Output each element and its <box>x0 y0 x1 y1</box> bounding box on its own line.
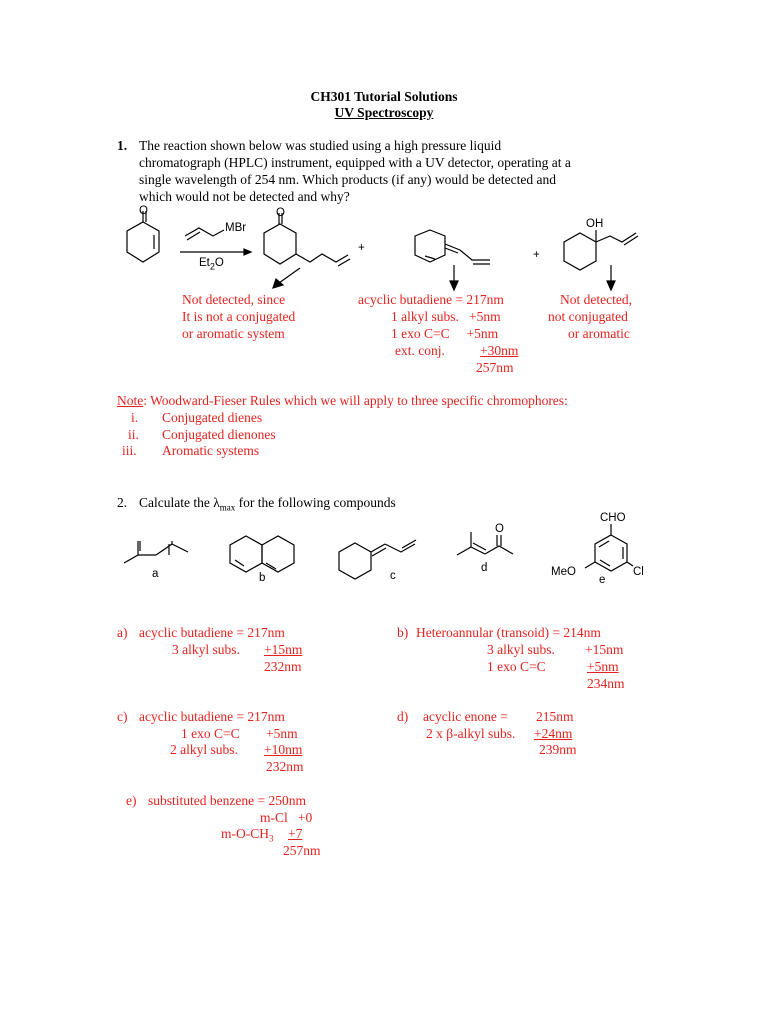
answer-b-label: b) <box>397 625 409 640</box>
answer-c-line: 2 alkyl subs. <box>170 742 238 757</box>
q1-line: single wavelength of 254 nm. Which products (if any) would be detected and <box>139 172 557 187</box>
answer2-line: 1 exo C=C +5nm <box>391 326 499 341</box>
answer-a-total: 232nm <box>264 659 302 674</box>
answer-a-line: 3 alkyl subs. <box>172 642 240 657</box>
carbonyl-label: O <box>276 207 285 219</box>
q1-line: which would not be detected and why? <box>139 189 350 204</box>
compound-b <box>230 536 294 572</box>
answer-e-line: $m-O-CH_3$ <box>221 826 274 844</box>
solvent-label: $Et_2O$ <box>199 257 224 272</box>
answer-b-line: +5nm <box>587 659 619 674</box>
answer-e-label: e) <box>126 793 137 808</box>
compound-c <box>339 543 371 579</box>
cl-label: Cl <box>633 566 644 578</box>
answer1-line: or aromatic system <box>182 326 285 341</box>
page-subtitle: UV Spectroscopy <box>334 105 434 120</box>
note-heading: Note: Woodward-Fieser Rules which we will apply to three specific chromophores: <box>117 393 568 408</box>
note-item-num: i. <box>131 410 139 425</box>
mbr-label: MBr <box>225 222 247 234</box>
answer-d-line: 2 x β-alkyl subs. <box>426 726 516 741</box>
answer2-line: 1 alkyl subs. +5nm <box>391 309 501 324</box>
answer-b-total: 234nm <box>587 676 625 691</box>
answer-d-line: 215nm <box>536 709 574 724</box>
answer2-line: ext. conj. <box>395 343 445 358</box>
answer-c-line: acyclic butadiene = 217nm <box>139 709 285 724</box>
compound-label-b: b <box>259 572 266 584</box>
q1-line: The reaction shown below was studied using a high pressure liquid <box>139 138 502 153</box>
answer-c-total: 232nm <box>266 759 304 774</box>
q1-number: 1. <box>117 138 128 153</box>
answer-c-line: +10nm <box>264 742 303 757</box>
answer-c-label: c) <box>117 709 128 724</box>
answer-b-line: +15nm <box>585 642 624 657</box>
answer-d-label: d) <box>397 709 409 724</box>
q1-line: chromatograph (HPLC) instrument, equipped with a UV detector, operating at a <box>139 155 571 170</box>
compound-label-a: a <box>152 568 159 580</box>
answer2-total: 257nm <box>476 360 514 375</box>
answer-e-line: substituted benzene = 250nm <box>148 793 306 808</box>
plus-sign: + <box>533 249 540 261</box>
answer-e-line: m-Cl +0 <box>260 810 313 825</box>
answer-a-label: a) <box>117 625 128 640</box>
carbonyl-label: O <box>495 523 504 535</box>
answer-a-line: +15nm <box>264 642 303 657</box>
answer-b-line: Heteroannular (transoid) = 214nm <box>416 625 601 640</box>
answer3-line: or aromatic <box>568 326 630 341</box>
answer-d-line: acyclic enone = <box>423 709 508 724</box>
answer2-line: acyclic butadiene = 217nm <box>358 292 504 307</box>
note-item-text: Conjugated dienones <box>162 427 276 442</box>
answer-b-line: 3 alkyl subs. <box>487 642 555 657</box>
hydroxyl-label: OH <box>586 218 604 230</box>
note-item-text: Conjugated dienes <box>162 410 263 425</box>
q2-prompt: Calculate the $\lambda_{max}$ for the following compounds <box>139 495 396 513</box>
answer-c-line: +5nm <box>266 726 298 741</box>
answer-c-line: 1 exo C=C <box>181 726 240 741</box>
answer1-line: It is not a conjugated <box>182 309 296 324</box>
answer3-line: not conjugated <box>548 309 628 324</box>
answer-b-line: 1 exo C=C <box>487 659 546 674</box>
answer1-line: Not detected, since <box>182 292 286 307</box>
answer2-line: +30nm <box>480 343 519 358</box>
compound-a <box>124 541 138 563</box>
answer3-line: Not detected, <box>560 292 632 307</box>
cho-label: CHO <box>600 512 626 524</box>
answer-e-total: 257nm <box>283 843 321 858</box>
note-item-text: Aromatic systems <box>162 443 260 458</box>
compound-label-d: d <box>481 562 488 574</box>
answer-d-total: 239nm <box>539 742 577 757</box>
page-title: CH301 Tutorial Solutions <box>310 89 458 104</box>
note-item-num: iii. <box>122 443 137 458</box>
note-item-num: ii. <box>128 427 139 442</box>
compound-e <box>585 524 633 571</box>
compound-label-c: c <box>390 570 396 582</box>
plus-sign: + <box>358 242 365 254</box>
compound-d <box>457 532 471 555</box>
compound-label-e: e <box>599 574 606 586</box>
answer-e-line: +7 <box>288 826 303 841</box>
answer-d-line: +24nm <box>534 726 573 741</box>
q2-number: 2. <box>117 495 128 510</box>
carbonyl-label: O <box>139 205 148 217</box>
answer-a-line: acyclic butadiene = 217nm <box>139 625 285 640</box>
meo-label: MeO <box>551 566 576 578</box>
